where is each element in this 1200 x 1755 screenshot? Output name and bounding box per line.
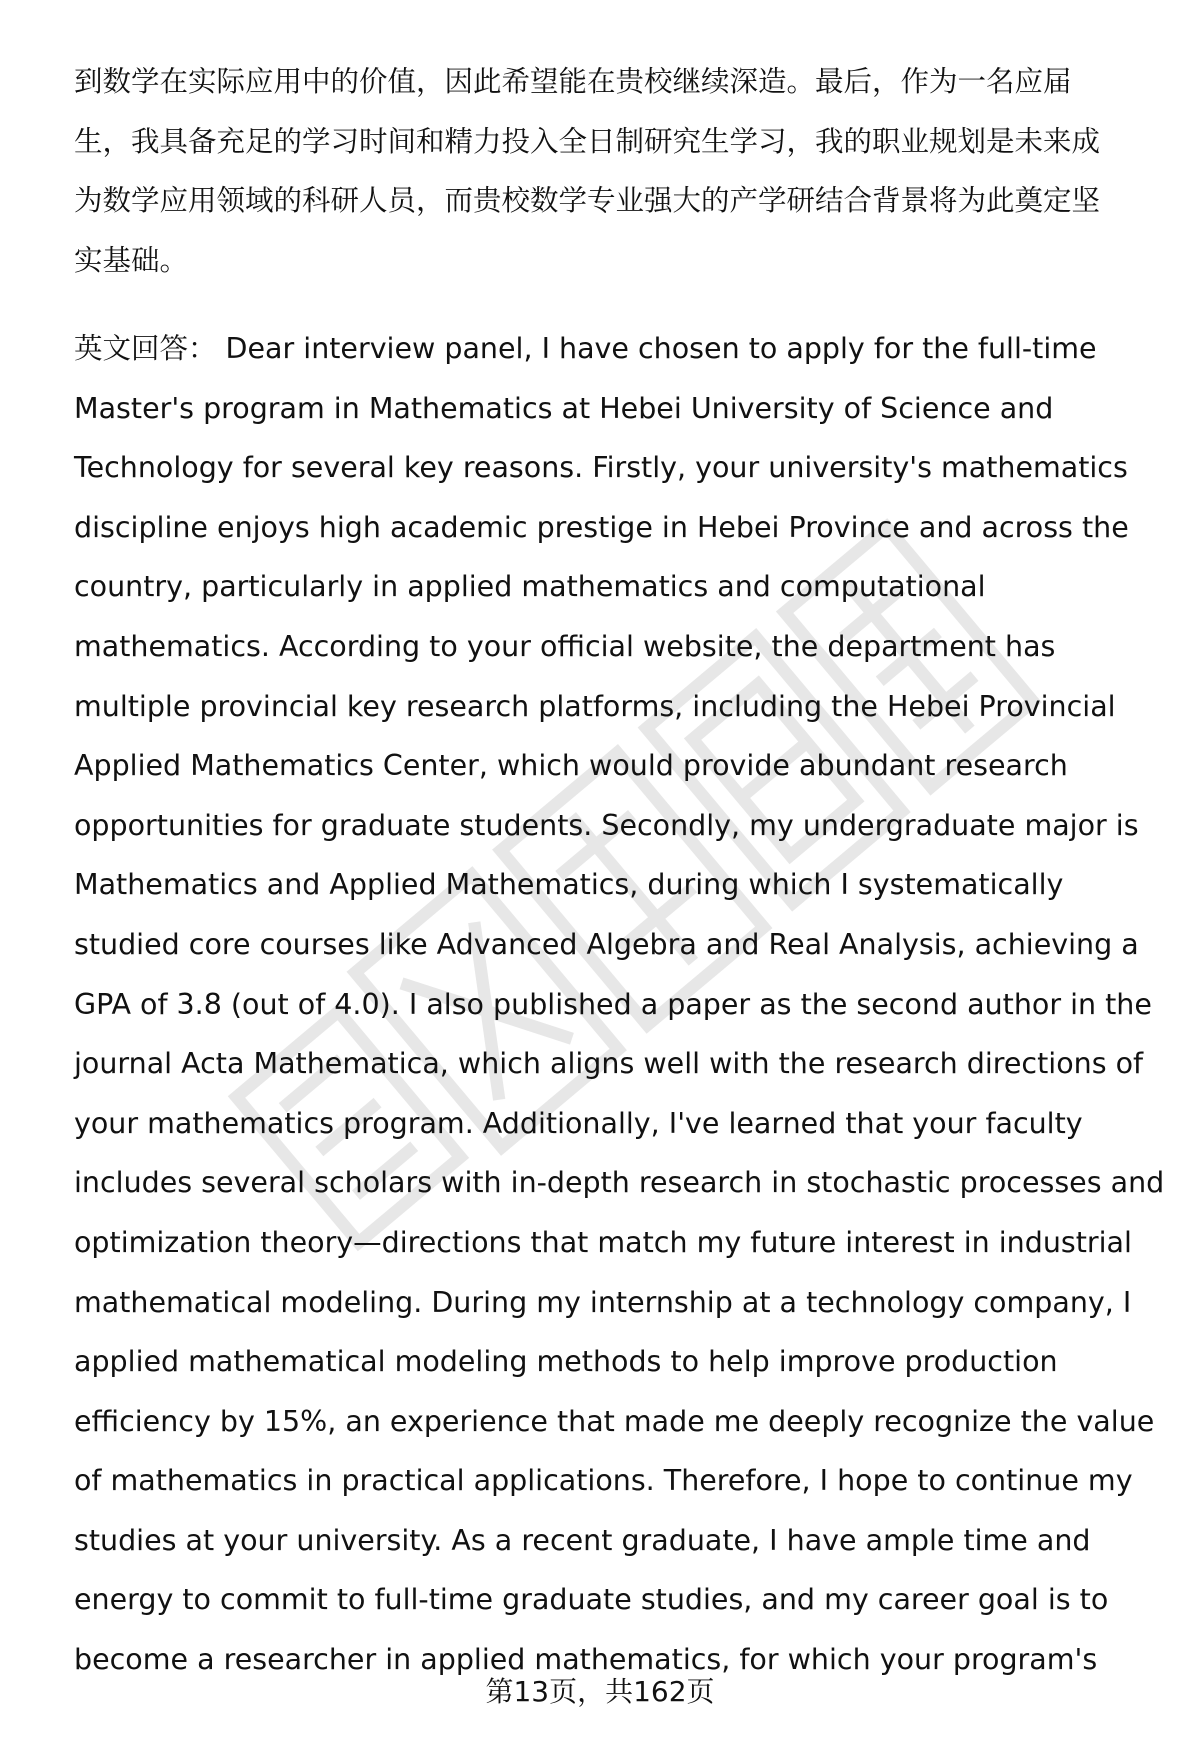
text-line: discipline enjoys high academic prestige in Hebei Province and across the bbox=[74, 510, 1129, 544]
text-line: 生，我具备充足的学习时间和精力投入全日制研究生学习，我的职业规划是未来成 bbox=[74, 124, 1101, 158]
english-answer-paragraph bbox=[74, 319, 1165, 1690]
text-line: your mathematics program. Additionally, I've learned that your faculty bbox=[74, 1106, 1083, 1140]
text-line: Technology for several key reasons. Firstly, your university's mathematics bbox=[74, 451, 1128, 485]
text-line: studies at your university. As a recent graduate, I have ample time and bbox=[74, 1523, 1091, 1557]
text-line: GPA of 3.8 (out of 4.0). I also published a paper as the second author in the bbox=[74, 987, 1152, 1021]
text-line: opportunities for graduate students. Secondly, my undergraduate major is bbox=[74, 808, 1139, 842]
text-line: Master's program in Mathematics at Hebei University of Science and bbox=[74, 391, 1054, 425]
text-line: applied mathematical modeling methods to help improve production bbox=[74, 1345, 1058, 1379]
text-line: Mathematics and Applied Mathematics, during which I systematically bbox=[74, 868, 1064, 902]
text-line: Applied Mathematics Center, which would provide abundant research bbox=[74, 749, 1068, 783]
text-line: 英文回答： Dear interview panel, I have chosen to apply for the full-time bbox=[74, 332, 1097, 365]
text-line: mathematics. According to your official website, the department has bbox=[74, 629, 1056, 663]
text-line: 为数学应用领域的科研人员，而贵校数学专业强大的产学研结合背景将为此奠定坚 bbox=[74, 184, 1101, 218]
text-line: includes several scholars with in-depth research in stochastic processes and bbox=[74, 1166, 1165, 1200]
text-line: studied core courses like Advanced Algebra and Real Analysis, achieving a bbox=[74, 927, 1139, 961]
text-line: become a researcher in applied mathematics, for which your program's bbox=[74, 1643, 1098, 1677]
text-line: efficiency by 15%, an experience that made me deeply recognize the value bbox=[74, 1404, 1155, 1438]
chinese-paragraph bbox=[74, 52, 1154, 290]
text-line: multiple provincial key research platforms, including the Hebei Provincial bbox=[74, 689, 1116, 723]
text-line: 实基础。 bbox=[74, 243, 189, 277]
text-line: optimization theory—directions that match my future interest in industrial bbox=[74, 1225, 1132, 1259]
text-line: country, particularly in applied mathematics and computational bbox=[74, 570, 986, 604]
text-line: 到数学在实际应用中的价值，因此希望能在贵校继续深造。最后，作为一名应届 bbox=[74, 65, 1072, 98]
text-line: journal Acta Mathematica, which aligns well with the research directions of bbox=[74, 1047, 1144, 1081]
text-line: of mathematics in practical applications. Therefore, I hope to continue my bbox=[74, 1464, 1133, 1498]
text-line: mathematical modeling. During my internship at a technology company, I bbox=[74, 1285, 1132, 1319]
page-footer: 第13页，共162页 bbox=[485, 1675, 715, 1708]
text-line: energy to commit to full-time graduate studies, and my career goal is to bbox=[74, 1583, 1109, 1617]
